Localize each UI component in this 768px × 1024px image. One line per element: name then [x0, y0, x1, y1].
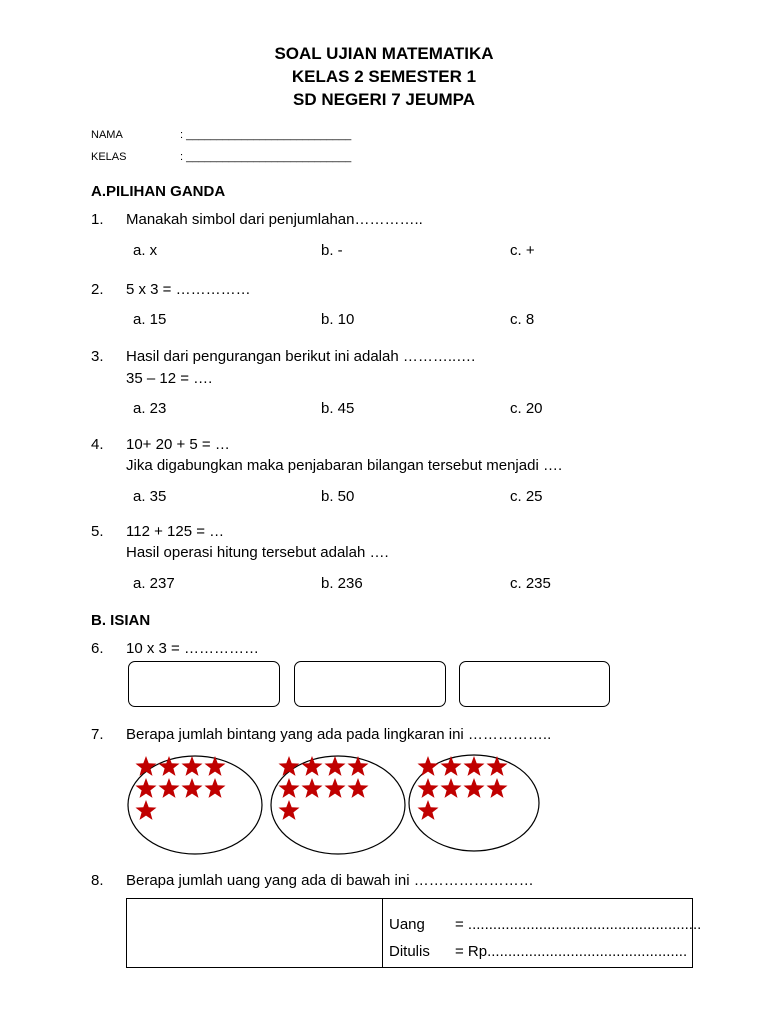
star-icon: [348, 756, 369, 776]
uang-label: Uang: [389, 916, 425, 933]
star-icon: [136, 800, 157, 820]
question-number: 1.: [91, 211, 104, 228]
table-divider: [382, 899, 383, 967]
ditulis-label: Ditulis: [389, 943, 430, 960]
question-subtext: Jika digabungkan maka penjabaran bilangan tersebut menjadi ….: [126, 457, 563, 474]
star-icon: [136, 756, 157, 776]
option-a[interactable]: a. 15: [133, 311, 167, 328]
star-icon: [441, 756, 462, 776]
star-icon: [325, 756, 346, 776]
question-text: 10 x 3 = ……………: [126, 640, 259, 657]
question-text: Manakah simbol dari penjumlahan…………..: [126, 211, 423, 228]
star-icon: [487, 778, 508, 798]
question-text: Hasil dari pengurangan berikut ini adalah ………..….: [126, 348, 476, 365]
star-icon: [348, 778, 369, 798]
option-b[interactable]: b. -: [321, 242, 343, 259]
option-c[interactable]: c. 20: [510, 400, 543, 417]
section-a-title: A.PILIHAN GANDA: [91, 183, 226, 200]
option-c[interactable]: c. 8: [510, 311, 535, 328]
option-b[interactable]: b. 45: [321, 400, 355, 417]
star-icon: [302, 756, 323, 776]
option-c[interactable]: c. 25: [510, 488, 543, 505]
star-icon: [279, 800, 300, 820]
nama-label: NAMA: [91, 129, 123, 141]
section-b-title: B. ISIAN: [91, 612, 151, 629]
star-icon: [418, 778, 439, 798]
kelas-field[interactable]: : ___________________________: [180, 151, 352, 163]
option-a[interactable]: a. 35: [133, 488, 167, 505]
question-number: 8.: [91, 872, 104, 889]
star-icon: [136, 778, 157, 798]
option-b[interactable]: b. 50: [321, 488, 355, 505]
question-number: 2.: [91, 281, 104, 298]
star-icon: [159, 756, 180, 776]
option-a[interactable]: a. x: [133, 242, 158, 259]
title-line-3: SD NEGERI 7 JEUMPA: [292, 90, 475, 109]
star-icon: [418, 756, 439, 776]
question-text: Berapa jumlah bintang yang ada pada lingkaran ini ……………..: [126, 726, 552, 743]
star-icon: [205, 778, 226, 798]
kelas-label: KELAS: [91, 151, 127, 163]
star-icon: [325, 778, 346, 798]
star-icon: [279, 778, 300, 798]
question-number: 5.: [91, 523, 104, 540]
question-text: 5 x 3 = ……………: [126, 281, 251, 298]
star-icon: [441, 778, 462, 798]
option-c[interactable]: c. 235: [510, 575, 551, 592]
question-text: 112 + 125 = …: [126, 523, 225, 540]
question-number: 4.: [91, 436, 104, 453]
star-icon: [159, 778, 180, 798]
star-icon: [182, 778, 203, 798]
question-number: 3.: [91, 348, 104, 365]
option-b[interactable]: b. 10: [321, 311, 355, 328]
option-a[interactable]: a. 237: [133, 575, 175, 592]
question-subtext: Hasil operasi hitung tersebut adalah ….: [126, 544, 389, 561]
star-icon: [487, 756, 508, 776]
question-text: 10+ 20 + 5 = …: [126, 436, 230, 453]
star-icon: [205, 756, 226, 776]
question-number: 6.: [91, 640, 104, 657]
star-icon: [279, 756, 300, 776]
ditulis-field[interactable]: = Rp................................................: [455, 943, 688, 960]
option-c[interactable]: c. +: [510, 242, 535, 259]
question-text: Berapa jumlah uang yang ada di bawah ini ……………………: [126, 872, 534, 889]
title-line-2: KELAS 2 SEMESTER 1: [291, 67, 477, 86]
title-line-1: SOAL UJIAN MATEMATIKA: [274, 44, 494, 63]
option-a[interactable]: a. 23: [133, 400, 167, 417]
star-icon: [182, 756, 203, 776]
question-subtext: 35 – 12 = ….: [126, 370, 213, 387]
question-number: 7.: [91, 726, 104, 743]
star-icon: [464, 778, 485, 798]
star-icon: [418, 800, 439, 820]
star-icon: [302, 778, 323, 798]
uang-field[interactable]: = ........................................................: [455, 916, 702, 933]
option-b[interactable]: b. 236: [321, 575, 363, 592]
star-icon: [464, 756, 485, 776]
money-table: [126, 898, 702, 968]
nama-field[interactable]: : ___________________________: [180, 129, 352, 141]
